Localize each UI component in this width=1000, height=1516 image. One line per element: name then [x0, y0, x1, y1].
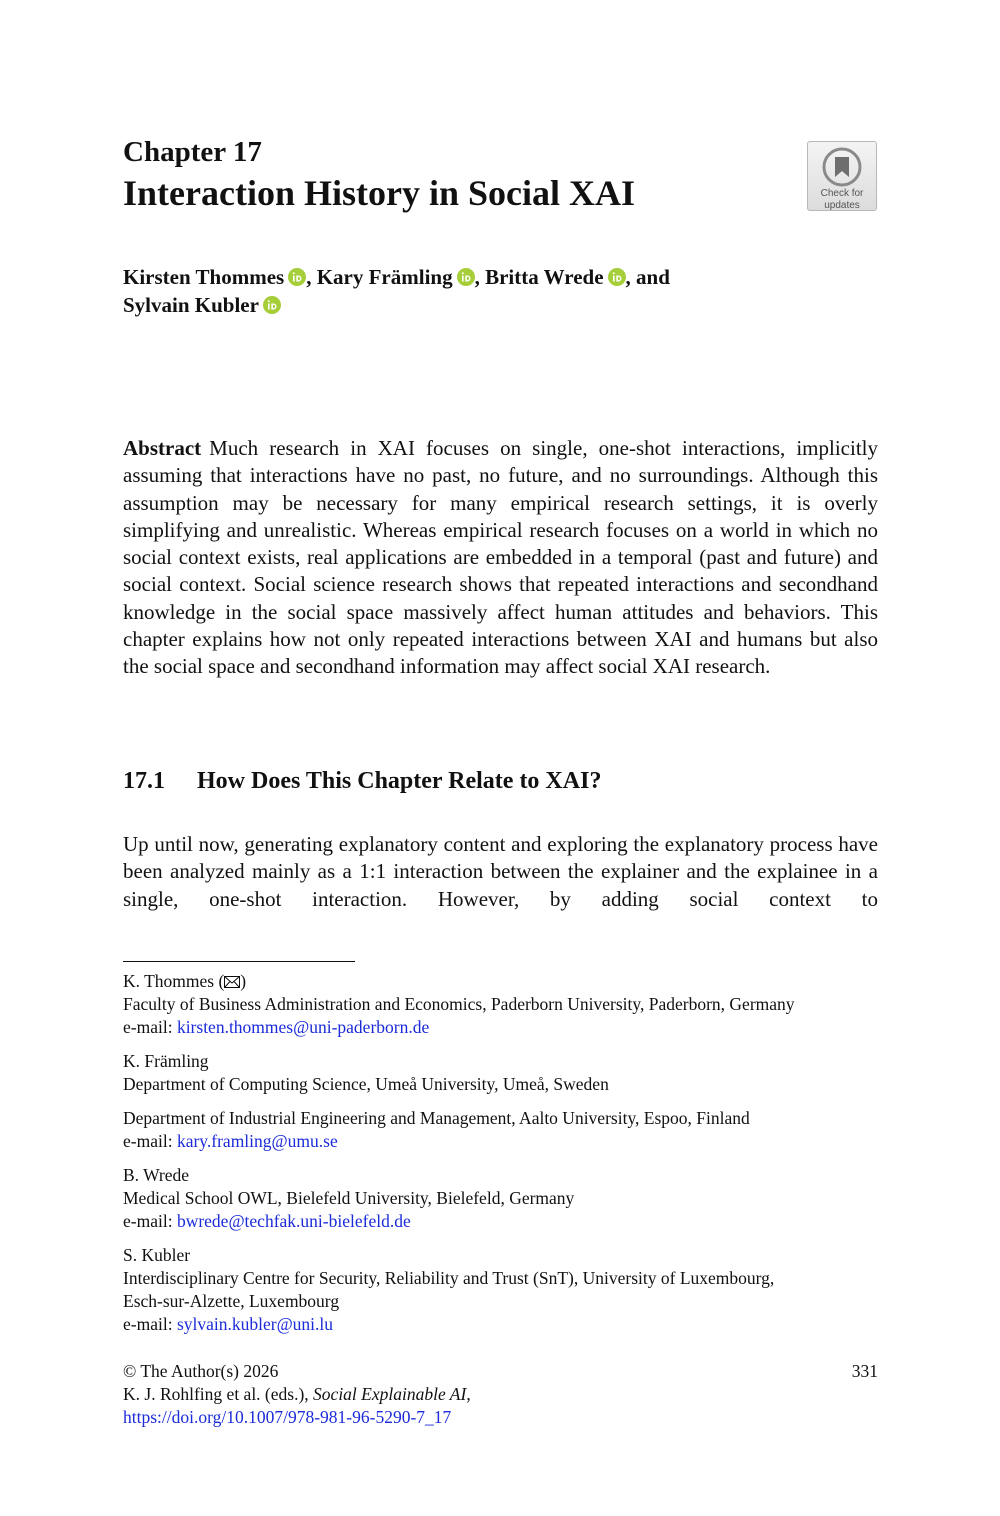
section-heading: [123, 765, 601, 797]
author-separator: , and: [625, 265, 670, 289]
affiliation-framling-1: [123, 1050, 883, 1096]
editors: K. J. Rohlfing et al. (eds.),: [123, 1384, 314, 1404]
email-label: e-mail:: [123, 1017, 177, 1037]
page-footer: [123, 1360, 878, 1429]
check-for-updates-icon: [822, 147, 862, 187]
email-label: e-mail:: [123, 1314, 177, 1334]
author-list: [123, 264, 883, 319]
orcid-icon[interactable]: [457, 268, 475, 286]
affiliation-text: Interdisciplinary Centre for Security, Reliability and Trust (SnT), University of Luxembourg,: [123, 1268, 775, 1288]
chapter-label: Chapter 17: [123, 136, 262, 168]
author-name: Kary Främling: [316, 265, 453, 289]
check-for-updates-badge[interactable]: [807, 141, 877, 211]
email-label: e-mail:: [123, 1211, 177, 1231]
orcid-icon[interactable]: [288, 268, 306, 286]
email-label: e-mail:: [123, 1131, 177, 1151]
author-short-name: K. Främling: [123, 1051, 209, 1071]
email-link[interactable]: kary.framling@umu.se: [176, 1131, 338, 1151]
abstract-label: Abstract: [123, 436, 202, 460]
footnote-rule: [123, 961, 355, 962]
orcid-icon[interactable]: [608, 268, 626, 286]
affiliation-text: Medical School OWL, Bielefeld University, Bielefeld, Germany: [123, 1188, 575, 1208]
section-number: 17.1: [123, 768, 165, 794]
affiliation-thommes: K. Thommes ( ) Faculty of Business Administration and Economics, Paderborn University, Paderborn, Germany e-mail: kirsten.thommes@uni-paderborn.de: [123, 970, 883, 1039]
affiliation-framling-2: [123, 1107, 883, 1153]
book-title: Social Explainable AI: [313, 1384, 467, 1404]
author-name: Kirsten Thommes: [123, 265, 285, 289]
abstract: [123, 435, 878, 681]
envelope-icon: [224, 976, 240, 988]
author-name: Sylvain Kubler: [123, 292, 259, 317]
email-link[interactable]: bwrede@techfak.uni-bielefeld.de: [176, 1211, 411, 1231]
affiliation-text: Department of Computing Science, Umeå University, Umeå, Sweden: [123, 1074, 609, 1094]
affiliations: [123, 970, 883, 1347]
author-name: Britta Wrede: [485, 265, 604, 289]
badge-line-2: updates: [824, 200, 860, 211]
book-title-suffix: ,: [466, 1384, 471, 1404]
author-separator: ,: [474, 265, 486, 289]
author-short-name: K. Thommes: [123, 971, 215, 991]
email-link[interactable]: sylvain.kubler@uni.lu: [176, 1314, 334, 1334]
badge-line-1: Check for: [820, 188, 864, 199]
affiliation-wrede: [123, 1164, 883, 1233]
author-short-name: B. Wrede: [123, 1165, 190, 1185]
abstract-text: Much research in XAI focuses on single, one-shot interactions, implicitly assuming that interactions have no past, no future, and no surroundings. Although this assumption may be necessary for many empirical research settings, it is overly simplifying and unrealistic. Whereas empirical research focuses on a world in which no social context exists, real applications are embedded in a temporal (past and future) and social context. Social science research shows that repeated interactions and secondhand knowledge in the social space massively affect human attitudes and behaviors. This chapter explains how not only repeated interactions between XAI and humans but also the social space and secondhand information may affect social XAI research.: [123, 436, 878, 679]
doi-link[interactable]: https://doi.org/10.1007/978-981-96-5290-7_17: [123, 1407, 452, 1427]
email-link[interactable]: kirsten.thommes@uni-paderborn.de: [176, 1017, 430, 1037]
author-short-name: S. Kubler: [123, 1245, 191, 1265]
section-title: How Does This Chapter Relate to XAI?: [197, 768, 602, 794]
section-body-text: Up until now, generating explanatory content and exploring the explanatory process have been analyzed mainly as a 1:1 interaction between the explainer and the explainee in a single, one-shot interaction. However, by adding social context to: [123, 832, 878, 911]
affiliation-text: Department of Industrial Engineering and Management, Aalto University, Espoo, Finland: [123, 1108, 750, 1128]
author-separator: ,: [306, 265, 317, 289]
page-number: 331: [851, 1361, 878, 1381]
affiliation-text: Faculty of Business Administration and Economics, Paderborn University, Paderborn, Germany: [123, 994, 795, 1014]
copyright: © The Author(s) 2026: [123, 1361, 279, 1381]
affiliation-text: Esch-sur-Alzette, Luxembourg: [123, 1291, 340, 1311]
affiliation-kubler: [123, 1244, 883, 1336]
chapter-title: Interaction History in Social XAI: [123, 173, 635, 213]
orcid-icon[interactable]: [263, 296, 281, 314]
